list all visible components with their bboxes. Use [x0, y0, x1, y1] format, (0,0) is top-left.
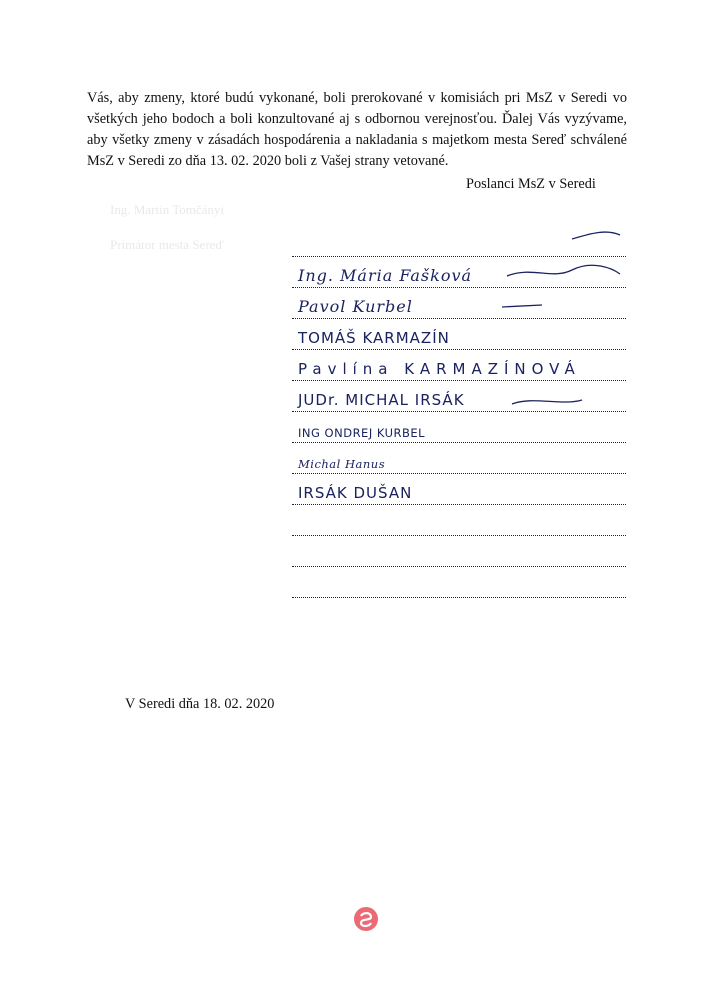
signature-text: JUDr. MICHAL IRSÁK — [298, 391, 465, 409]
signature-text: Pavlína KARMAZÍNOVÁ — [298, 360, 581, 378]
signature-row — [292, 536, 626, 567]
letter-body: Vás, aby zmeny, ktoré budú vykonané, boli prerokované v komisiách pri MsZ v Seredi vo všetkých jeho bodoch a boli konzultované aj s odbornou verejnosťou. Ďalej Vás vyzývame, aby všetky zmeny v zásadách hospodárenia a nakladania s majetkom mesta Sereď schválené MsZ v Seredi zo dňa 13. 02. 2020 boli z Vašej strany vetované. — [87, 90, 627, 169]
signature-flourish — [502, 293, 622, 315]
signature-row — [292, 505, 626, 536]
signature-flourish — [502, 231, 622, 253]
signature-text: ING ONDREJ KURBEL — [298, 426, 426, 440]
date-place-line: V Seredi dňa 18. 02. 2020 — [125, 696, 275, 712]
ghost-role: Primátor mesta Sereď — [110, 237, 224, 252]
signature-row — [292, 226, 626, 257]
signature-row — [292, 288, 626, 319]
signature-flourish — [502, 386, 622, 408]
signature-text: Pavol Kurbel — [298, 297, 413, 316]
signature-text: IRSÁK DUŠAN — [298, 484, 413, 502]
dotted-line — [292, 597, 626, 598]
signature-row — [292, 412, 626, 443]
signature-list — [292, 226, 626, 598]
signature-row — [292, 474, 626, 505]
sered-logo-icon — [353, 906, 379, 932]
signature-text: Michal Hanus — [298, 457, 386, 471]
signature-row — [292, 567, 626, 598]
signature-row — [292, 319, 626, 350]
signature-text: TOMÁŠ KARMAZÍN — [298, 329, 450, 347]
letter-signoff: Poslanci MsZ v Seredi — [466, 176, 596, 192]
signature-flourish — [502, 262, 622, 284]
signature-row — [292, 381, 626, 412]
signature-row — [292, 350, 626, 381]
signature-text: Ing. Mária Fašková — [298, 266, 473, 285]
signature-row — [292, 257, 626, 288]
ghost-name: Ing. Martin Tomčányi — [110, 202, 225, 217]
signature-row — [292, 443, 626, 474]
